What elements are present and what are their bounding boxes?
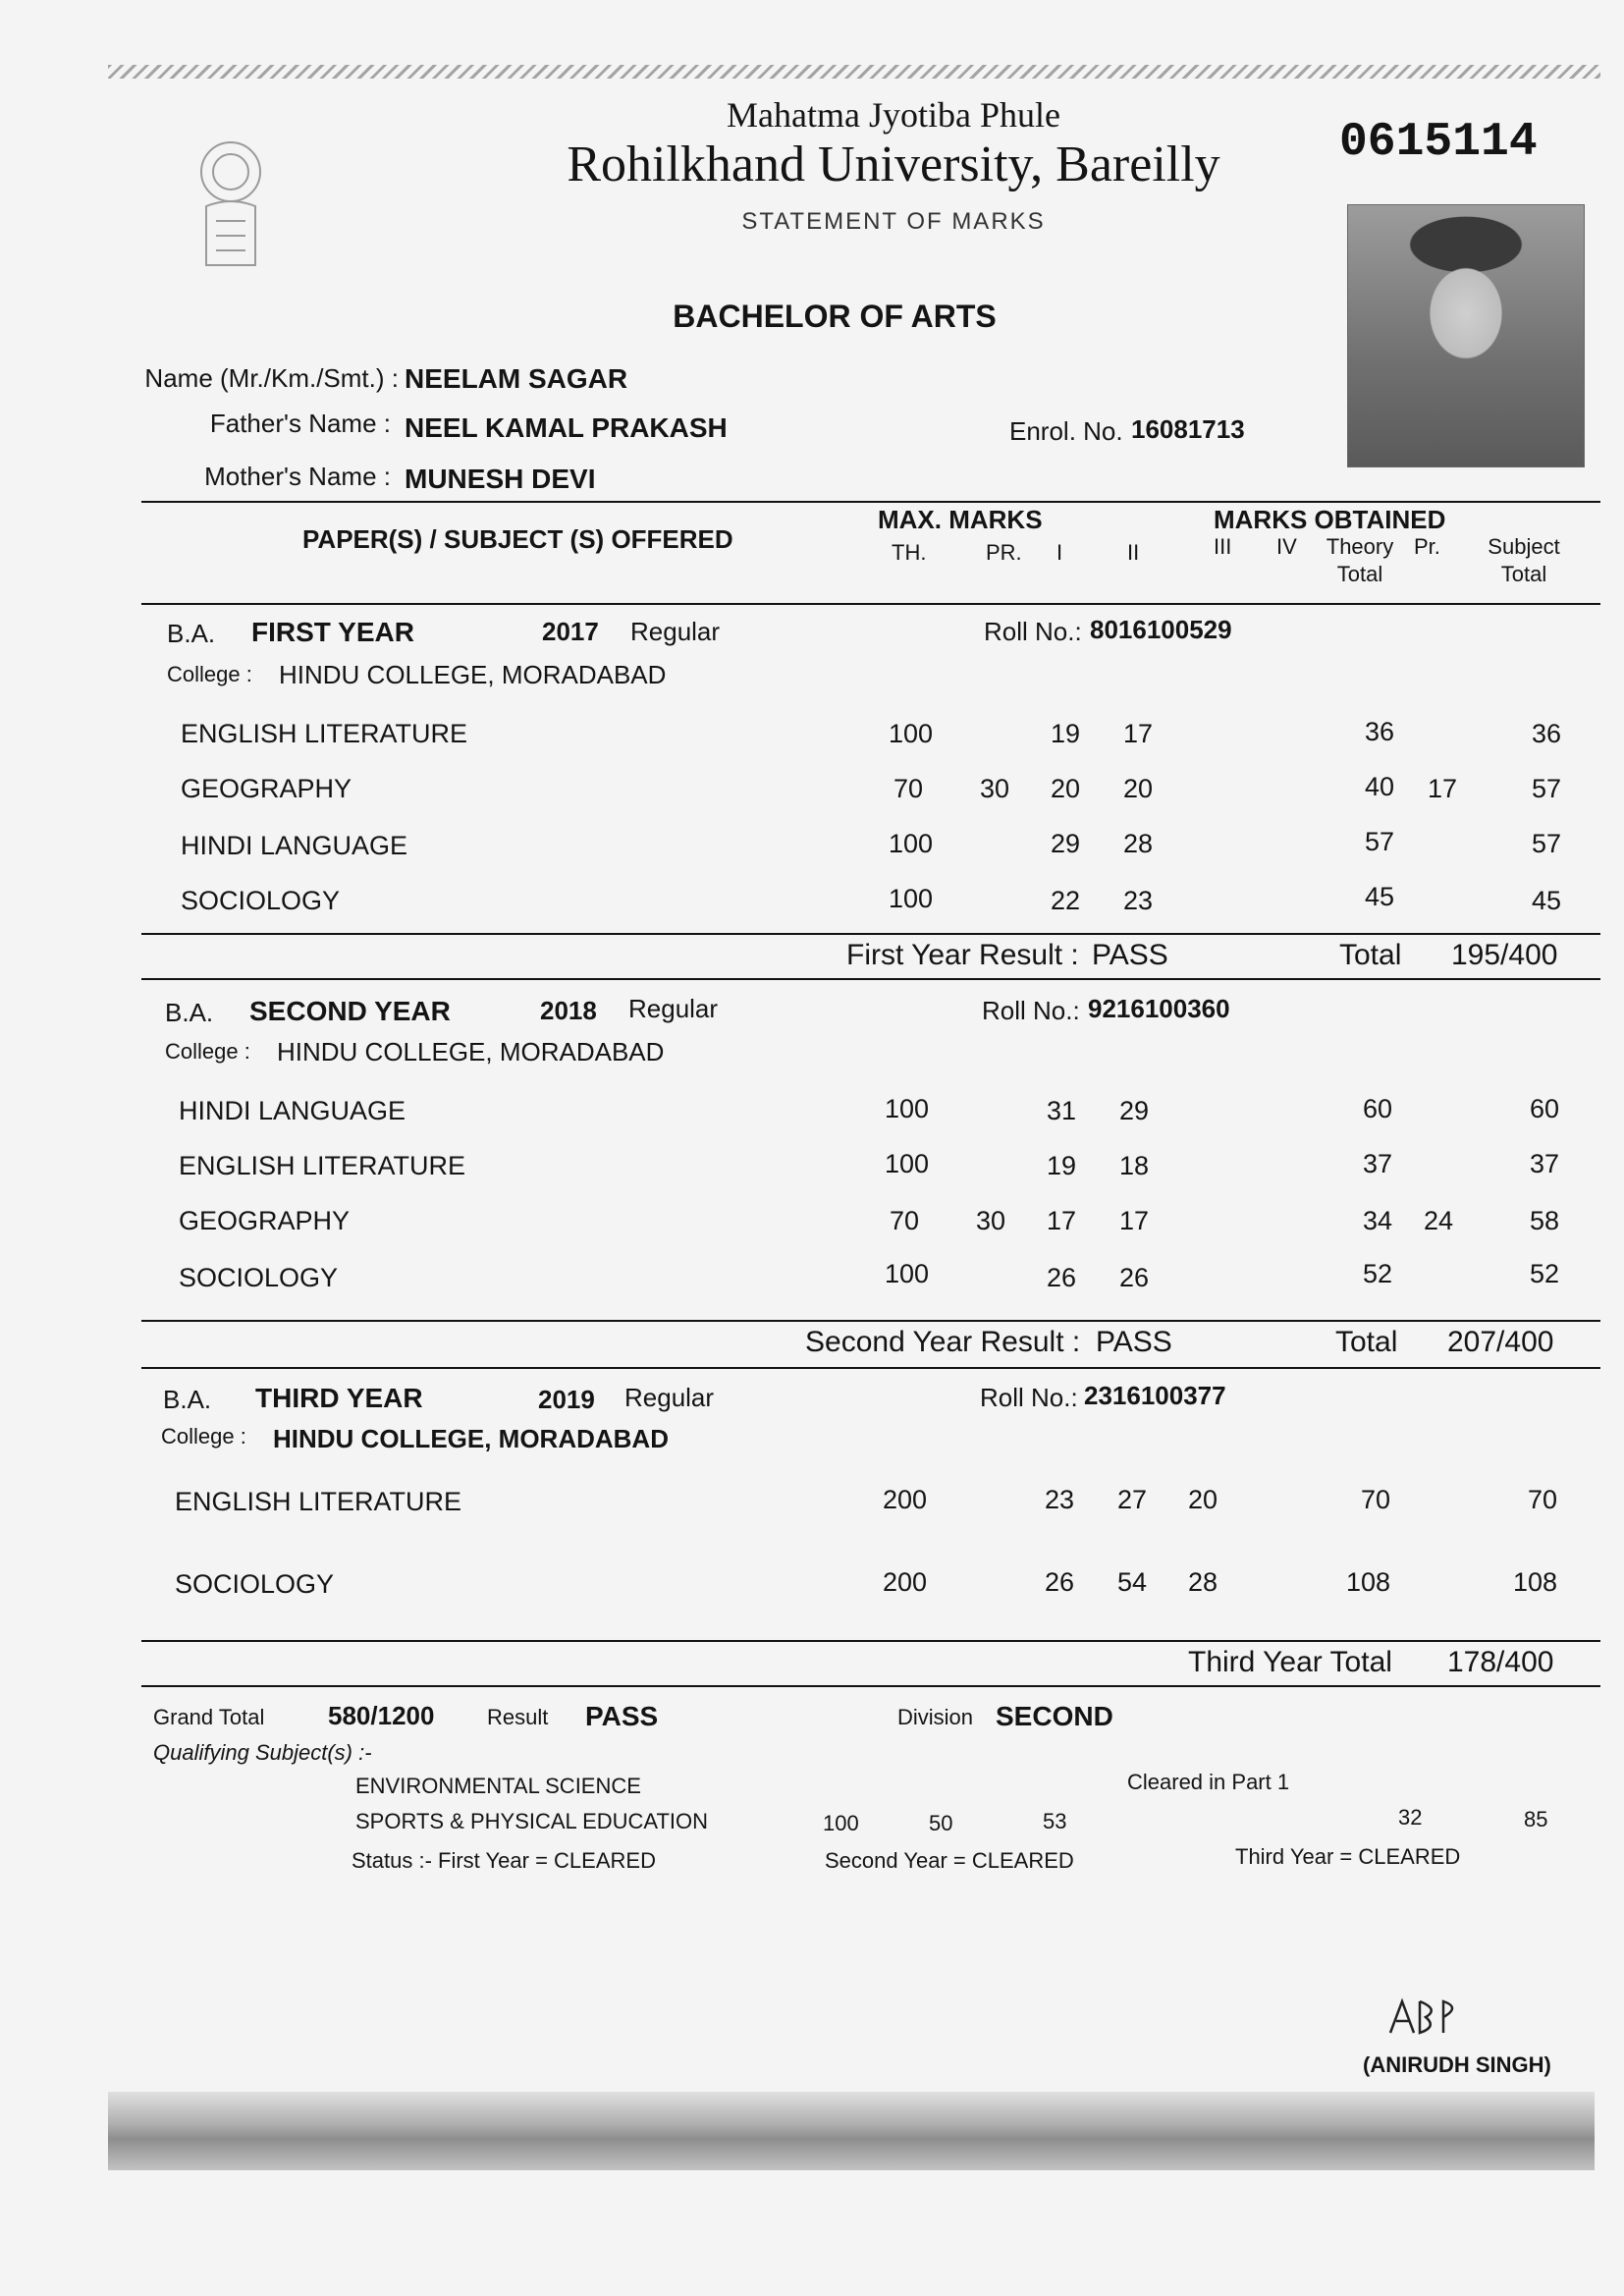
mother-label: Mother's Name : (204, 462, 391, 491)
subject-name: GEOGRAPHY (179, 1206, 351, 1235)
result-label: Second Year Result : (805, 1326, 1081, 1358)
session-year: 2018 (540, 996, 597, 1025)
status-first-year: Status :- First Year = CLEARED (352, 1848, 656, 1873)
subject-total: 57 (1531, 829, 1561, 858)
mark-ii: 20 (1122, 774, 1153, 803)
subject-total: 70 (1527, 1485, 1557, 1514)
roll-label: Roll No.: (984, 617, 1082, 646)
max-th: 100 (888, 719, 933, 748)
mark-i: 26 (1046, 1263, 1076, 1292)
col-subject-total: Subject (1488, 534, 1560, 559)
subject-total: 58 (1529, 1206, 1559, 1235)
q2-practical: 32 (1398, 1805, 1423, 1830)
header-line1: Mahatma Jyotiba Phule (727, 95, 1060, 135)
qualifying-subject-2: SPORTS & PHYSICAL EDUCATION (355, 1809, 709, 1833)
mark-ii: 29 (1118, 1096, 1149, 1125)
year-title: SECOND YEAR (249, 996, 451, 1026)
roll-number: 2316100377 (1084, 1381, 1226, 1410)
col-iii: III (1214, 534, 1232, 559)
col-subject-total-2: Total (1500, 562, 1547, 586)
subject-total: 37 (1529, 1149, 1559, 1178)
theory-total: 34 (1362, 1206, 1392, 1235)
divider (141, 1685, 1600, 1687)
subject-total: 45 (1531, 886, 1561, 915)
col-marks-obtained: MARKS OBTAINED (1214, 505, 1446, 534)
max-th: 70 (889, 1206, 919, 1235)
mark-i: 31 (1046, 1096, 1076, 1125)
col-subject: PAPER(S) / SUBJECT (S) OFFERED (302, 524, 733, 554)
mark-ii: 28 (1122, 829, 1153, 858)
enrol-number: 16081713 (1131, 414, 1245, 444)
col-max-marks: MAX. MARKS (878, 505, 1043, 534)
grand-total-label: Grand Total (153, 1705, 265, 1729)
grand-total: 580/1200 (328, 1701, 435, 1730)
student-name: NEELAM SAGAR (405, 363, 628, 394)
theory-total: 37 (1362, 1149, 1392, 1178)
total-label: Third Year Total (1188, 1646, 1392, 1678)
practical-total: 17 (1427, 774, 1457, 803)
name-label: Name (Mr./Km./Smt.) : (144, 363, 399, 393)
subject-name: GEOGRAPHY (181, 774, 352, 803)
max-th: 200 (882, 1485, 927, 1514)
decorative-border (108, 65, 1600, 79)
theory-total: 60 (1362, 1094, 1392, 1123)
result-label: First Year Result : (846, 939, 1079, 971)
theory-total: 108 (1345, 1567, 1390, 1597)
divider (141, 933, 1600, 935)
mode: Regular (624, 1383, 715, 1412)
roll-label: Roll No.: (980, 1383, 1078, 1412)
scan-artifact (108, 2092, 1595, 2170)
subject-name: ENGLISH LITERATURE (175, 1487, 462, 1516)
theory-total: 57 (1364, 827, 1394, 856)
subject-total: 36 (1531, 719, 1561, 748)
mark-ii: 17 (1118, 1206, 1149, 1235)
session-year: 2017 (542, 617, 599, 646)
serial-number: 0615114 (1339, 116, 1538, 169)
qualifying-label: Qualifying Subject(s) :- (153, 1740, 372, 1765)
divider (141, 1367, 1600, 1369)
college-name: HINDU COLLEGE, MORADABAD (273, 1424, 669, 1453)
mark-iii: 28 (1187, 1567, 1218, 1597)
subject-total: 60 (1529, 1094, 1559, 1123)
max-th: 100 (884, 1094, 929, 1123)
max-th: 100 (888, 829, 933, 858)
max-th: 200 (882, 1567, 927, 1597)
subject-name: SOCIOLOGY (175, 1569, 335, 1599)
col-th: TH. (892, 540, 927, 565)
session-year: 2019 (538, 1385, 595, 1414)
course-code: B.A. (167, 619, 216, 648)
theory-total: 45 (1364, 882, 1394, 911)
mark-i: 20 (1050, 774, 1080, 803)
qualifying-subject-1: ENVIRONMENTAL SCIENCE (355, 1774, 641, 1798)
q2-theory: 53 (1043, 1809, 1067, 1833)
college-name: HINDU COLLEGE, MORADABAD (277, 1037, 665, 1066)
college-label: College : (165, 1039, 250, 1064)
division-value: SECOND (996, 1701, 1113, 1731)
course-code: B.A. (165, 998, 214, 1027)
roll-label: Roll No.: (982, 996, 1080, 1025)
max-th: 100 (888, 884, 933, 913)
mark-ii: 27 (1116, 1485, 1147, 1514)
subject-name: HINDI LANGUAGE (179, 1096, 406, 1125)
max-th: 100 (884, 1149, 929, 1178)
subject-total: 52 (1529, 1259, 1559, 1288)
father-name: NEEL KAMAL PRAKASH (405, 412, 728, 443)
mark-i: 29 (1050, 829, 1080, 858)
mark-iii: 20 (1187, 1485, 1218, 1514)
q2-total: 85 (1524, 1807, 1548, 1831)
year-title: FIRST YEAR (251, 617, 414, 647)
signature-initials-icon (1386, 1995, 1465, 2039)
university-emblem-icon (187, 128, 275, 275)
mark-i: 22 (1050, 886, 1080, 915)
student-photo (1347, 204, 1585, 467)
subject-total: 108 (1512, 1567, 1557, 1597)
status-second-year: Second Year = CLEARED (825, 1848, 1074, 1873)
year-total: 195/400 (1451, 939, 1558, 971)
university-name: Rohilkhand University, Bareilly (567, 137, 1220, 192)
practical-total: 24 (1423, 1206, 1453, 1235)
enrol-label: Enrol. No. (1009, 416, 1123, 446)
qualifying-subject-1-status: Cleared in Part 1 (1127, 1770, 1290, 1794)
mark-ii: 18 (1118, 1151, 1149, 1180)
col-theory: Theory (1326, 534, 1394, 559)
mark-ii: 17 (1122, 719, 1153, 748)
mark-i: 19 (1046, 1151, 1076, 1180)
statement-title: STATEMENT OF MARKS (741, 208, 1046, 235)
subject-name: ENGLISH LITERATURE (179, 1151, 466, 1180)
theory-total: 52 (1362, 1259, 1392, 1288)
college-name: HINDU COLLEGE, MORADABAD (279, 660, 667, 689)
college-label: College : (161, 1424, 246, 1449)
year-total: 207/400 (1447, 1326, 1554, 1358)
mark-i: 23 (1044, 1485, 1074, 1514)
col-i: I (1056, 540, 1063, 565)
result-value: PASS (1092, 939, 1168, 971)
divider (141, 978, 1600, 980)
course-code: B.A. (163, 1385, 212, 1414)
max-pr: 30 (979, 774, 1009, 803)
q2-max-th: 100 (823, 1811, 859, 1835)
col-ii: II (1127, 540, 1140, 565)
divider (141, 1320, 1600, 1322)
subject-name: SOCIOLOGY (179, 1263, 339, 1292)
result-label: Result (487, 1705, 549, 1729)
divider (141, 1640, 1600, 1642)
mark-i: 17 (1046, 1206, 1076, 1235)
max-th: 100 (884, 1259, 929, 1288)
signatory-name: (ANIRUDH SINGH) (1363, 2052, 1551, 2077)
college-label: College : (167, 662, 252, 686)
subject-name: SOCIOLOGY (181, 886, 341, 915)
max-th: 70 (893, 774, 923, 803)
q2-max-pr: 50 (929, 1811, 953, 1835)
father-label: Father's Name : (209, 409, 391, 438)
status-third-year: Third Year = CLEARED (1235, 1844, 1461, 1869)
division-label: Division (897, 1705, 974, 1729)
mark-ii: 23 (1122, 886, 1153, 915)
roll-number: 8016100529 (1090, 615, 1232, 644)
col-iv: IV (1276, 534, 1297, 559)
subject-total: 57 (1531, 774, 1561, 803)
roll-number: 9216100360 (1088, 994, 1230, 1023)
year-total: 178/400 (1447, 1646, 1554, 1678)
theory-total: 40 (1364, 772, 1394, 801)
theory-total: 70 (1360, 1485, 1390, 1514)
total-label: Total (1339, 939, 1402, 971)
overall-result: PASS (585, 1701, 659, 1731)
degree-title: BACHELOR OF ARTS (673, 299, 997, 334)
mode: Regular (630, 617, 721, 646)
col-practical: Pr. (1414, 534, 1440, 559)
result-value: PASS (1096, 1326, 1172, 1358)
year-title: THIRD YEAR (255, 1383, 423, 1413)
mode: Regular (628, 994, 719, 1023)
mark-ii: 54 (1116, 1567, 1147, 1597)
mark-ii: 26 (1118, 1263, 1149, 1292)
subject-name: HINDI LANGUAGE (181, 831, 408, 860)
mother-name: MUNESH DEVI (405, 464, 596, 494)
subject-name: ENGLISH LITERATURE (181, 719, 468, 748)
divider (141, 603, 1600, 605)
mark-i: 26 (1044, 1567, 1074, 1597)
max-pr: 30 (975, 1206, 1005, 1235)
col-theory-total: Total (1336, 562, 1383, 586)
mark-i: 19 (1050, 719, 1080, 748)
col-pr: PR. (986, 540, 1022, 565)
total-label: Total (1335, 1326, 1398, 1358)
theory-total: 36 (1364, 717, 1394, 746)
divider (141, 501, 1600, 503)
